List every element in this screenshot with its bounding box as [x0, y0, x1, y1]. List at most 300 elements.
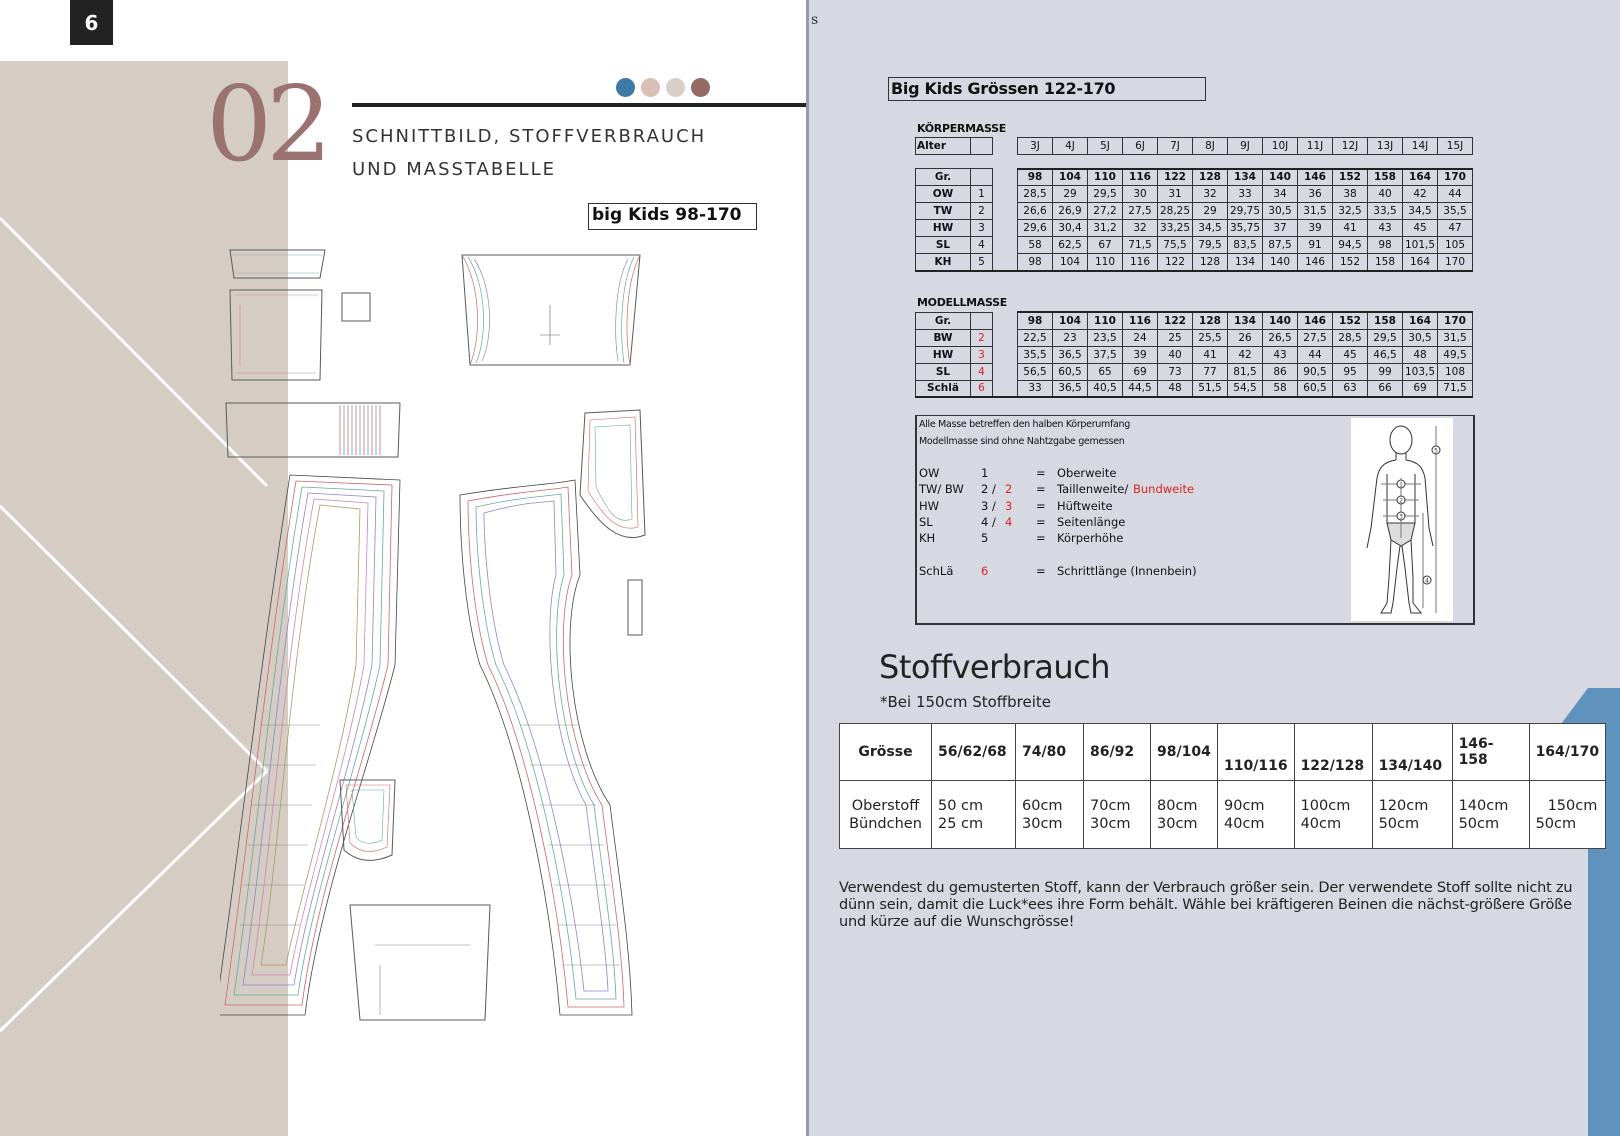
size-header: 122/128: [1294, 724, 1372, 781]
legend-abbr: TW/ BW: [919, 482, 964, 496]
value-cell: 45: [1333, 346, 1368, 363]
value-cell: 33,25: [1158, 220, 1193, 237]
figure-mark: 1: [1399, 481, 1403, 489]
oberstoff-value: 140cm: [1458, 797, 1509, 814]
age-cell: 12J: [1333, 138, 1368, 155]
value-cell: 36: [1298, 186, 1333, 203]
value-cell: 146: [1298, 254, 1333, 271]
right-page: [809, 0, 1620, 1136]
value-cell: 31,5: [1298, 203, 1333, 220]
value-cell: 152: [1333, 254, 1368, 271]
value-cell: 39: [1123, 346, 1158, 363]
value-cell: 98: [1018, 254, 1053, 271]
child-measurement-figure: [1351, 418, 1453, 621]
value-cell: 45: [1403, 220, 1438, 237]
buendchen-value: 30cm: [1157, 815, 1198, 832]
size-header: 146-158: [1452, 724, 1529, 781]
value-cell: 28,25: [1158, 203, 1193, 220]
value-cell: 41: [1333, 220, 1368, 237]
gap-cell: [993, 203, 1018, 220]
size-cell: 158: [1368, 312, 1403, 329]
value-cell: 42: [1403, 186, 1438, 203]
value-cell: 36,5: [1053, 380, 1088, 397]
size-cell: 122: [1158, 312, 1193, 329]
value-cell: 49,5: [1438, 346, 1473, 363]
gap-cell: [993, 312, 1018, 329]
size-cell: 110: [1088, 312, 1123, 329]
age-cell: 5J: [1088, 138, 1123, 155]
value-cell: 23,5: [1088, 329, 1123, 346]
value-cell: 30: [1123, 186, 1158, 203]
gap-cell: [993, 329, 1018, 346]
value-cell: [1016, 781, 1084, 849]
value-cell: 71,5: [1123, 237, 1158, 254]
value-cell: 29,5: [1088, 186, 1123, 203]
value-cell: [1372, 781, 1452, 849]
size-cell: 152: [1333, 169, 1368, 186]
value-cell: [1452, 781, 1529, 849]
chapter-title-line: SCHNITTBILD, STOFFVERBRAUCH: [352, 126, 707, 147]
value-cell: 83,5: [1228, 237, 1263, 254]
value-cell: 37: [1263, 220, 1298, 237]
figure-mark: 2: [1399, 497, 1403, 505]
pattern-piece: [460, 480, 632, 1015]
value-cell: 27,5: [1123, 203, 1158, 220]
value-cell: 26,9: [1053, 203, 1088, 220]
value-cell: 56,5: [1018, 363, 1053, 380]
size-cell: 140: [1263, 312, 1298, 329]
size-header: 74/80: [1016, 724, 1084, 781]
row-label: Schlä: [916, 380, 971, 397]
koerpermasse-table: [915, 137, 1473, 272]
size-cell: 140: [1263, 169, 1298, 186]
header-rule: [352, 103, 808, 107]
size-cell: 170: [1438, 312, 1473, 329]
stoffverbrauch-table: [839, 723, 1606, 849]
stoffverbrauch-title: Stoffverbrauch: [879, 648, 1110, 686]
gap-cell: [993, 254, 1018, 271]
row-label: Alter: [916, 138, 971, 155]
value-cell: 28,5: [1333, 329, 1368, 346]
size-cell: 134: [1228, 169, 1263, 186]
value-cell: 29,75: [1228, 203, 1263, 220]
legend-num: 4 /: [981, 515, 996, 529]
value-cell: [932, 781, 1016, 849]
table-row: [916, 363, 1473, 380]
size-header: 164/170: [1529, 724, 1606, 781]
age-cell: 3J: [1018, 138, 1053, 155]
value-cell: 47: [1438, 220, 1473, 237]
age-cell: 15J: [1438, 138, 1473, 155]
header-label: Grösse: [840, 724, 932, 781]
value-cell: 122: [1158, 254, 1193, 271]
index-cell: 4: [971, 237, 993, 254]
value-cell: 38: [1333, 186, 1368, 203]
value-cell: 43: [1263, 346, 1298, 363]
legend-text: Seitenlänge: [1057, 515, 1126, 529]
size-cell: 98: [1018, 312, 1053, 329]
gap-cell: [993, 237, 1018, 254]
value-cell: 63: [1333, 380, 1368, 397]
legend-box: [915, 415, 1475, 625]
size-cell: 116: [1123, 169, 1158, 186]
age-cell: 8J: [1193, 138, 1228, 155]
modellmasse-table: [915, 311, 1473, 398]
legend-eq: =: [1036, 466, 1046, 480]
legend-eq: =: [1036, 499, 1046, 513]
oberstoff-value: 100cm: [1300, 797, 1351, 814]
size-cell: 134: [1228, 312, 1263, 329]
value-cell: 33,5: [1368, 203, 1403, 220]
legend-num-red: 6: [981, 564, 989, 578]
gap-cell: [993, 220, 1018, 237]
legend-abbr: HW: [919, 499, 940, 513]
value-cell: 101,5: [1403, 237, 1438, 254]
value-cell: 81,5: [1228, 363, 1263, 380]
table-row: [916, 380, 1473, 397]
legend-abbr: OW: [919, 466, 940, 480]
value-cell: [1084, 781, 1151, 849]
value-cell: 32: [1123, 220, 1158, 237]
size-cell: 152: [1333, 312, 1368, 329]
pattern-piece: [462, 255, 640, 365]
table-row: [916, 346, 1473, 363]
value-cell: 30,5: [1263, 203, 1298, 220]
table-row: [916, 186, 1473, 203]
value-cell: 104: [1053, 254, 1088, 271]
index-cell: 2: [971, 329, 993, 346]
legend-text: Hüftweite: [1057, 499, 1113, 513]
oberstoff-value: 120cm: [1378, 797, 1429, 814]
row-label: Gr.: [916, 312, 971, 329]
figure-mark: 3: [1399, 513, 1403, 521]
size-cell: 98: [1018, 169, 1053, 186]
size-header: 110/116: [1218, 724, 1295, 781]
row-labels: [840, 781, 932, 849]
chapter-title: [352, 120, 706, 186]
legend-note: Modellmasse sind ohne Nahtzgabe gemessen: [919, 436, 1125, 447]
value-cell: 116: [1123, 254, 1158, 271]
legend-num: 5: [981, 531, 989, 545]
value-cell: 62,5: [1053, 237, 1088, 254]
value-cell: 26: [1228, 329, 1263, 346]
value-cell: 41: [1193, 346, 1228, 363]
value-cell: 48: [1158, 380, 1193, 397]
size-cell: 110: [1088, 169, 1123, 186]
value-cell: 25: [1158, 329, 1193, 346]
legend-eq: =: [1036, 531, 1046, 545]
value-cell: 128: [1193, 254, 1228, 271]
value-cell: 90,5: [1298, 363, 1333, 380]
value-cell: 34: [1263, 186, 1298, 203]
table-row: [916, 329, 1473, 346]
oberstoff-value: 60cm: [1022, 797, 1063, 814]
legend-abbr: KH: [919, 531, 936, 545]
legend-text: Schrittlänge (Innenbein): [1057, 564, 1197, 578]
buendchen-value: 50cm: [1458, 815, 1500, 832]
value-cell: 34,5: [1403, 203, 1438, 220]
size-row: [916, 169, 1473, 186]
row-label-oberstoff: Oberstoff: [851, 797, 920, 814]
value-cell: 29,5: [1368, 329, 1403, 346]
legend-eq: =: [1036, 482, 1046, 496]
value-cell: 91: [1298, 237, 1333, 254]
gap-cell: [993, 346, 1018, 363]
value-cell: 43: [1368, 220, 1403, 237]
value-cell: 29: [1193, 203, 1228, 220]
size-cell: 104: [1053, 169, 1088, 186]
value-cell: 140: [1263, 254, 1298, 271]
value-cell: 44: [1438, 186, 1473, 203]
value-cell: 108: [1438, 363, 1473, 380]
value-cell: 44: [1298, 346, 1333, 363]
size-cell: 170: [1438, 169, 1473, 186]
size-cell: 146: [1298, 312, 1333, 329]
index-cell: 4: [971, 363, 993, 380]
chapter-number: 02: [206, 63, 327, 185]
legend-num: 1: [981, 466, 989, 480]
value-cell: [1218, 781, 1295, 849]
buendchen-value: 50cm: [1535, 815, 1577, 832]
value-cell: 87,5: [1263, 237, 1298, 254]
table-row: [916, 220, 1473, 237]
gap-cell: [993, 380, 1018, 397]
value-cell: 86: [1263, 363, 1298, 380]
index-cell: 3: [971, 346, 993, 363]
value-cell: 34,5: [1193, 220, 1228, 237]
row-label: HW: [916, 346, 971, 363]
legend-num-red: 4: [1005, 515, 1013, 529]
value-cell: 39: [1298, 220, 1333, 237]
legend-num-red: 2: [1005, 482, 1013, 496]
value-cell: 54,5: [1228, 380, 1263, 397]
value-cell: 28,5: [1018, 186, 1053, 203]
age-cell: 9J: [1228, 138, 1263, 155]
legend-num-red: 3: [1005, 499, 1013, 513]
size-header: 134/140: [1372, 724, 1452, 781]
value-cell: 98: [1368, 237, 1403, 254]
row-label: SL: [916, 237, 971, 254]
left-page: [0, 0, 808, 1136]
row-label: Gr.: [916, 169, 971, 186]
value-cell: 110: [1088, 254, 1123, 271]
value-cell: 170: [1438, 254, 1473, 271]
gap-cell: [993, 138, 1018, 155]
index-cell: 5: [971, 254, 993, 271]
value-cell: 31,5: [1438, 329, 1473, 346]
age-cell: 10J: [1263, 138, 1298, 155]
pattern-piece: [350, 905, 490, 1020]
table-row: [916, 254, 1473, 271]
value-cell: 67: [1088, 237, 1123, 254]
value-cell: 40,5: [1088, 380, 1123, 397]
stoffverbrauch-subtitle: *Bei 150cm Stoffbreite: [880, 693, 1051, 711]
age-cell: 6J: [1123, 138, 1158, 155]
pattern-layout-image: [220, 245, 690, 1060]
value-cell: 35,5: [1018, 346, 1053, 363]
legend-text: Oberweite: [1057, 466, 1117, 480]
index-cell: [971, 169, 993, 186]
buendchen-value: 25 cm: [938, 815, 984, 832]
value-cell: 158: [1368, 254, 1403, 271]
value-cell: 79,5: [1193, 237, 1228, 254]
size-header: 98/104: [1151, 724, 1218, 781]
value-cell: [1151, 781, 1218, 849]
index-cell: 2: [971, 203, 993, 220]
color-dots: [616, 78, 710, 97]
value-cell: 32: [1193, 186, 1228, 203]
age-cell: 4J: [1053, 138, 1088, 155]
size-cell: 116: [1123, 312, 1158, 329]
row-label: BW: [916, 329, 971, 346]
value-cell: 66: [1368, 380, 1403, 397]
value-cell: 26,6: [1018, 203, 1053, 220]
value-cell: 24: [1123, 329, 1158, 346]
value-cell: 134: [1228, 254, 1263, 271]
value-cell: 58: [1018, 237, 1053, 254]
value-cell: [1294, 781, 1372, 849]
value-cell: 23: [1053, 329, 1088, 346]
size-cell: 164: [1403, 169, 1438, 186]
buendchen-value: 40cm: [1300, 815, 1342, 832]
value-cell: 164: [1403, 254, 1438, 271]
value-cell: 33: [1228, 186, 1263, 203]
value-cell: 71,5: [1438, 380, 1473, 397]
size-header: 56/62/68: [932, 724, 1016, 781]
value-cell: 31: [1158, 186, 1193, 203]
legend-text: Taillenweite/: [1057, 482, 1129, 496]
value-cell: [1529, 781, 1606, 849]
index-cell: 6: [971, 380, 993, 397]
value-cell: 95: [1333, 363, 1368, 380]
value-cell: 40: [1368, 186, 1403, 203]
gap-cell: [993, 169, 1018, 186]
legend-num: 3 /: [981, 499, 996, 513]
size-label: big Kids 98-170: [588, 203, 757, 230]
values-row: [840, 781, 1606, 849]
value-cell: 99: [1368, 363, 1403, 380]
fabric-note: Verwendest du gemusterten Stoff, kann der Verbrauch größer sein. Der verwendete Stoff sollte nicht zu dünn sein, damit die Luck*ees ihre Form behält. Wähle bei kräftigeren Beinen die nächst-größere Größe und kürze auf die Wunschgrösse!: [839, 880, 1573, 930]
legend-num: 2 /: [981, 482, 996, 496]
value-cell: 44,5: [1123, 380, 1158, 397]
row-label: SL: [916, 363, 971, 380]
age-cell: 13J: [1368, 138, 1403, 155]
koerpermasse-label: KÖRPERMASSE: [917, 122, 1006, 135]
pattern-piece: [220, 475, 400, 1015]
age-cell: 7J: [1158, 138, 1193, 155]
table-row: [916, 237, 1473, 254]
value-cell: 27,2: [1088, 203, 1123, 220]
color-dot: [641, 78, 660, 97]
legend-eq: =: [1036, 515, 1046, 529]
value-cell: 37,5: [1088, 346, 1123, 363]
modellmasse-label: MODELLMASSE: [917, 296, 1007, 309]
legend-text: Körperhöhe: [1057, 531, 1124, 545]
value-cell: 69: [1403, 380, 1438, 397]
value-cell: 29,6: [1018, 220, 1053, 237]
index-cell: 1: [971, 186, 993, 203]
spacer-cell: [916, 155, 1473, 169]
value-cell: 48: [1403, 346, 1438, 363]
table-row: [916, 203, 1473, 220]
figure-mark: 4: [1425, 577, 1429, 585]
index-cell: 3: [971, 220, 993, 237]
pattern-piece: [226, 250, 400, 457]
size-cell: 158: [1368, 169, 1403, 186]
oberstoff-value: 150cm: [1547, 797, 1598, 814]
pattern-piece: [580, 410, 645, 635]
value-cell: 73: [1158, 363, 1193, 380]
page-number: 6: [70, 0, 113, 45]
value-cell: 36,5: [1053, 346, 1088, 363]
legend-abbr: SchLä: [919, 564, 954, 578]
oberstoff-value: 50 cm: [938, 797, 984, 814]
size-cell: 128: [1193, 312, 1228, 329]
size-row: [916, 312, 1473, 329]
size-cell: 122: [1158, 169, 1193, 186]
value-cell: 65: [1088, 363, 1123, 380]
value-cell: 35,5: [1438, 203, 1473, 220]
index-cell: [971, 138, 993, 155]
value-cell: 33: [1018, 380, 1053, 397]
size-cell: 164: [1403, 312, 1438, 329]
age-cell: 14J: [1403, 138, 1438, 155]
row-label: OW: [916, 186, 971, 203]
chapter-title-line: UND MASSTABELLE: [352, 159, 556, 180]
buendchen-value: 30cm: [1022, 815, 1063, 832]
size-header: 86/92: [1084, 724, 1151, 781]
color-dot: [691, 78, 710, 97]
oberstoff-value: 90cm: [1224, 797, 1265, 814]
size-cell: 104: [1053, 312, 1088, 329]
legend-abbr: SL: [919, 515, 933, 529]
row-label: KH: [916, 254, 971, 271]
color-dot: [666, 78, 685, 97]
oberstoff-value: 80cm: [1157, 797, 1198, 814]
row-label: TW: [916, 203, 971, 220]
buendchen-value: 40cm: [1224, 815, 1265, 832]
color-dot: [616, 78, 635, 97]
row-label: HW: [916, 220, 971, 237]
value-cell: 75,5: [1158, 237, 1193, 254]
value-cell: 103,5: [1403, 363, 1438, 380]
value-cell: 60,5: [1298, 380, 1333, 397]
legend-note: Alle Masse betreffen den halben Körperumfang: [919, 419, 1131, 430]
oberstoff-value: 70cm: [1090, 797, 1131, 814]
index-cell: [971, 312, 993, 329]
value-cell: 35,75: [1228, 220, 1263, 237]
legend-eq: =: [1036, 564, 1046, 578]
value-cell: 31,2: [1088, 220, 1123, 237]
legend-text-red: Bundweite: [1133, 482, 1195, 496]
value-cell: 105: [1438, 237, 1473, 254]
value-cell: 58: [1263, 380, 1298, 397]
size-cell: 128: [1193, 169, 1228, 186]
value-cell: 51,5: [1193, 380, 1228, 397]
value-cell: 32,5: [1333, 203, 1368, 220]
spacer-row: [916, 155, 1473, 169]
gap-cell: [993, 363, 1018, 380]
value-cell: 30,5: [1403, 329, 1438, 346]
value-cell: 25,5: [1193, 329, 1228, 346]
blue-tab-corner: [1558, 688, 1588, 728]
corner-letter: s: [811, 12, 819, 28]
age-cell: 11J: [1298, 138, 1333, 155]
header-row: [840, 724, 1606, 781]
value-cell: 46,5: [1368, 346, 1403, 363]
row-label-buendchen: Bündchen: [849, 815, 922, 832]
value-cell: 27,5: [1298, 329, 1333, 346]
